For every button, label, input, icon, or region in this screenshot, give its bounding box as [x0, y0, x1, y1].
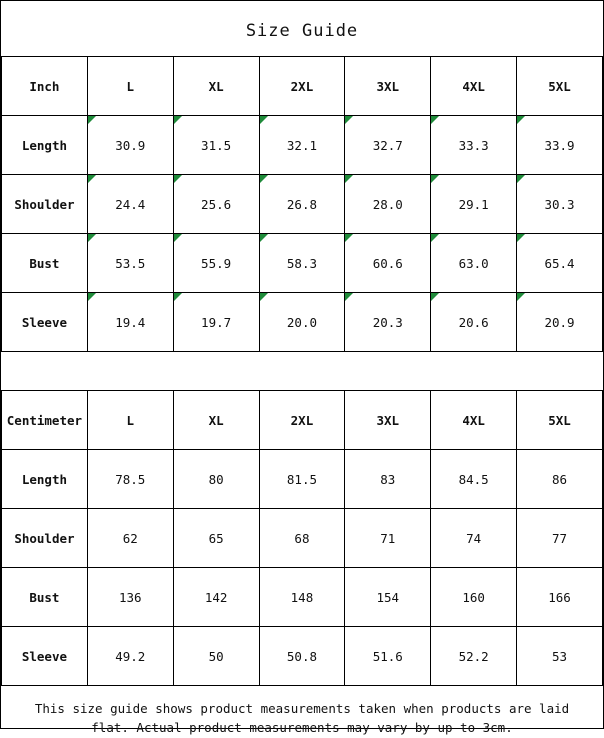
measurement-cell: 33.3 [431, 116, 517, 175]
row-label: Shoulder [2, 175, 88, 234]
measurement-cell: 24.4 [87, 175, 173, 234]
measurement-cell: 32.7 [345, 116, 431, 175]
column-header-size: 5XL [517, 391, 603, 450]
table-row [2, 568, 603, 627]
column-header-size: XL [173, 391, 259, 450]
row-label: Sleeve [2, 293, 88, 352]
table-row [2, 234, 603, 293]
column-header-size: 4XL [431, 391, 517, 450]
measurement-cell: 136 [87, 568, 173, 627]
measurement-cell: 20.6 [431, 293, 517, 352]
table-row [2, 627, 603, 686]
measurement-cell: 65 [173, 509, 259, 568]
column-header-size: L [87, 57, 173, 116]
column-header-size: 3XL [345, 391, 431, 450]
measurement-cell: 142 [173, 568, 259, 627]
column-header-size: 4XL [431, 57, 517, 116]
measurement-cell: 58.3 [259, 234, 345, 293]
measurement-cell: 19.4 [87, 293, 173, 352]
table-row [2, 116, 603, 175]
measurement-cell: 68 [259, 509, 345, 568]
size-table-inch [1, 56, 603, 352]
measurement-cell: 55.9 [173, 234, 259, 293]
measurement-cell: 53 [517, 627, 603, 686]
measurement-cell: 32.1 [259, 116, 345, 175]
measurement-cell: 49.2 [87, 627, 173, 686]
table-row [2, 293, 603, 352]
measurement-cell: 65.4 [517, 234, 603, 293]
measurement-cell: 20.3 [345, 293, 431, 352]
measurement-cell: 166 [517, 568, 603, 627]
table-header-row [2, 391, 603, 450]
measurement-cell: 28.0 [345, 175, 431, 234]
row-label: Sleeve [2, 627, 88, 686]
measurement-cell: 81.5 [259, 450, 345, 509]
measurement-cell: 83 [345, 450, 431, 509]
centimeter-table-wrapper [1, 390, 603, 686]
measurement-cell: 31.5 [173, 116, 259, 175]
unit-label-inch: Inch [2, 57, 88, 116]
table-header-row [2, 57, 603, 116]
measurement-cell: 50.8 [259, 627, 345, 686]
measurement-cell: 20.9 [517, 293, 603, 352]
table-row [2, 509, 603, 568]
measurement-cell: 20.0 [259, 293, 345, 352]
measurement-cell: 154 [345, 568, 431, 627]
column-header-size: 2XL [259, 57, 345, 116]
column-header-size: 2XL [259, 391, 345, 450]
measurement-cell: 19.7 [173, 293, 259, 352]
column-header-size: 5XL [517, 57, 603, 116]
table-row [2, 175, 603, 234]
measurement-cell: 53.5 [87, 234, 173, 293]
measurement-cell: 33.9 [517, 116, 603, 175]
column-header-size: L [87, 391, 173, 450]
measurement-cell: 30.3 [517, 175, 603, 234]
measurement-cell: 62 [87, 509, 173, 568]
row-label: Shoulder [2, 509, 88, 568]
row-label: Bust [2, 234, 88, 293]
row-label: Bust [2, 568, 88, 627]
measurement-cell: 86 [517, 450, 603, 509]
column-header-size: 3XL [345, 57, 431, 116]
table-row [2, 450, 603, 509]
measurement-cell: 80 [173, 450, 259, 509]
measurement-cell: 60.6 [345, 234, 431, 293]
measurement-cell: 84.5 [431, 450, 517, 509]
measurement-cell: 71 [345, 509, 431, 568]
measurement-cell: 63.0 [431, 234, 517, 293]
size-guide-footnote: This size guide shows product measurements taken when products are laid flat. Actual product measurements may vary by up to 3cm. [34, 701, 570, 735]
measurement-cell: 25.6 [173, 175, 259, 234]
measurement-cell: 30.9 [87, 116, 173, 175]
measurement-cell: 52.2 [431, 627, 517, 686]
row-label: Length [2, 116, 88, 175]
unit-label-centimeter: Centimeter [2, 391, 88, 450]
row-label: Length [2, 450, 88, 509]
measurement-cell: 51.6 [345, 627, 431, 686]
measurement-cell: 74 [431, 509, 517, 568]
size-table-centimeter [1, 390, 603, 686]
inch-table-wrapper [1, 56, 603, 352]
column-header-size: XL [173, 57, 259, 116]
table-gap [1, 352, 603, 390]
measurement-cell: 160 [431, 568, 517, 627]
measurement-cell: 148 [259, 568, 345, 627]
page-title: Size Guide [245, 21, 359, 41]
measurement-cell: 77 [517, 509, 603, 568]
measurement-cell: 50 [173, 627, 259, 686]
measurement-cell: 26.8 [259, 175, 345, 234]
measurement-cell: 78.5 [87, 450, 173, 509]
measurement-cell: 29.1 [431, 175, 517, 234]
